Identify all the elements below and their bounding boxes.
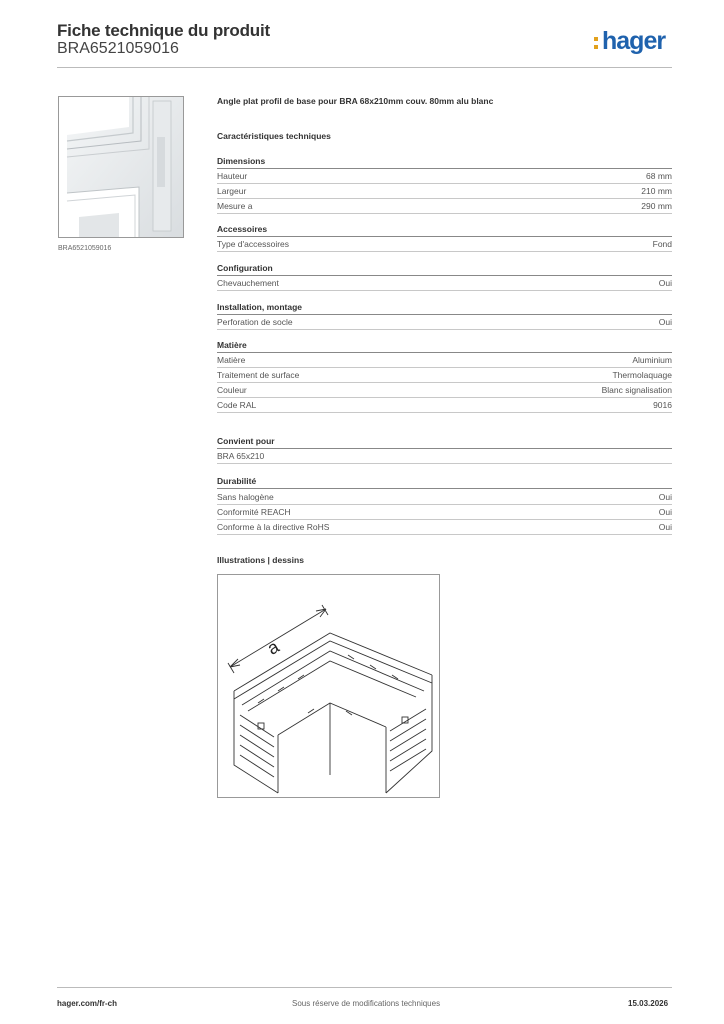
product-photo [58, 96, 184, 238]
row-value: Oui [658, 317, 672, 327]
section-title-convient: Convient pour [217, 436, 275, 446]
row-value: Oui [658, 492, 672, 502]
dimensions-table [217, 169, 672, 214]
row-label: Couleur [217, 385, 247, 395]
section-title-dimensions: Dimensions [217, 156, 266, 166]
table-row [217, 276, 672, 291]
table-row [217, 449, 672, 464]
technical-drawing [217, 574, 440, 798]
section-title-accessoires: Accessoires [217, 224, 268, 234]
row-label: Perforation de socle [217, 317, 293, 327]
row-label: Conforme à la directive RoHS [217, 522, 330, 532]
logo-dots-icon [594, 34, 599, 50]
row-value: 290 mm [641, 201, 672, 211]
accessoires-table [217, 237, 672, 252]
row-value: Aluminium [632, 355, 672, 365]
section-divider [217, 488, 672, 489]
table-row [217, 184, 672, 199]
row-label: Mesure a [217, 201, 253, 211]
header-divider [57, 67, 672, 68]
row-value: Fond [652, 239, 672, 249]
table-row [217, 383, 672, 398]
table-row [217, 490, 672, 505]
row-label: Hauteur [217, 171, 248, 181]
row-label: Chevauchement [217, 278, 279, 288]
product-code: BRA6521059016 [57, 40, 179, 57]
page-title: Fiche technique du produit [57, 21, 270, 40]
illustrations-title: Illustrations | dessins [217, 555, 304, 565]
row-label: Largeur [217, 186, 247, 196]
row-value: 210 mm [641, 186, 672, 196]
row-value: 9016 [653, 400, 672, 410]
row-label: Sans halogène [217, 492, 274, 502]
section-title-matiere: Matière [217, 340, 247, 350]
logo-text: hager [602, 27, 666, 55]
row-value: Oui [658, 522, 672, 532]
table-row [217, 398, 672, 413]
footer-date: 15.03.2026 [628, 999, 669, 1008]
row-label: Matière [217, 355, 246, 365]
row-label: Traitement de surface [217, 370, 300, 380]
row-value: Blanc signalisation [601, 385, 672, 395]
table-row [217, 169, 672, 184]
row-value: Thermolaquage [612, 370, 672, 380]
section-title-configuration: Configuration [217, 263, 273, 273]
row-value: 68 mm [646, 171, 672, 181]
table-row [217, 368, 672, 383]
section-title-installation: Installation, montage [217, 302, 303, 312]
photo-caption: BRA6521059016 [58, 245, 112, 252]
footer-divider [57, 987, 672, 988]
row-label: BRA 65x210 [217, 451, 265, 461]
row-value: Oui [658, 278, 672, 288]
table-row [217, 520, 672, 535]
row-label: Code RAL [217, 400, 257, 410]
durabilite-table [217, 490, 672, 535]
configuration-table [217, 276, 672, 291]
row-label: Conformité REACH [217, 507, 291, 517]
product-photo-image [59, 97, 183, 237]
section-title-durabilite: Durabilité [217, 476, 257, 486]
row-label: Type d'accessoires [217, 239, 290, 249]
product-description: Angle plat profil de base pour BRA 68x210mm couv. 80mm alu blanc [217, 96, 494, 106]
technical-drawing-svg [218, 575, 439, 797]
table-row [217, 315, 672, 330]
row-value: Oui [658, 507, 672, 517]
table-row [217, 237, 672, 252]
installation-table [217, 315, 672, 330]
tech-section-title: Caractéristiques techniques [217, 131, 331, 141]
footer-website-link[interactable]: hager.com/fr-ch [57, 999, 118, 1008]
dimension-label: a [263, 636, 283, 659]
table-row [217, 353, 672, 368]
table-row [217, 199, 672, 214]
convient-table [217, 449, 672, 464]
footer-note: Sous réserve de modifications techniques [292, 999, 441, 1008]
matiere-table [217, 353, 672, 413]
hager-logo[interactable] [594, 27, 665, 56]
table-row [217, 505, 672, 520]
